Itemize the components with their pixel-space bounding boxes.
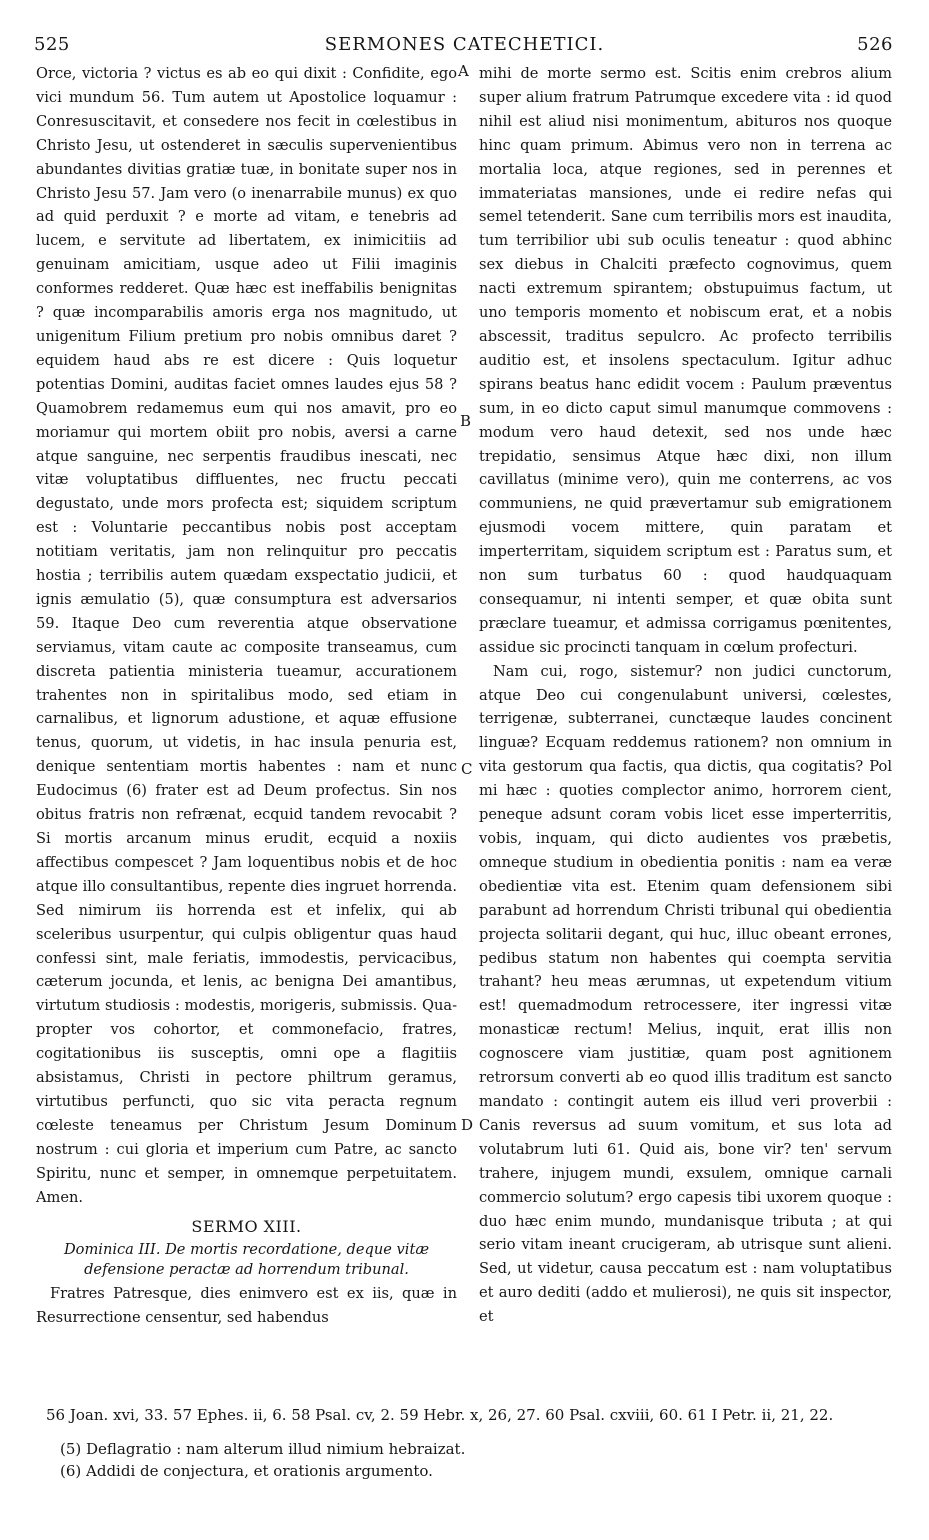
footnote-6: (6) Addidi de conjectura, et orationis argumento.	[60, 1462, 433, 1480]
footnote-5: (5) Deflagratio : nam alterum illud nimium hebraizat.	[60, 1440, 466, 1458]
right-paragraph-1: mihi de morte sermo est. Scitis enim crebros alium super alium fratrum Patrumque excedere vita : id quod nihil est aliud nisi monimentum, abituros nos quoque hinc quam primum. Abimus vero non in terrena ac mortalia loca, atque regiones, sed in perennes et immateriatas mansiones, unde ei redire nefas qui semel tetenderit. Sane cum terribilis mors est inaudita, tum terribilior ubi sub oculis teneatur : quod abhinc sex diebus in Chalciti præfecto cognovimus, quem nacti extremum spirantem; obstupuimus factum, ut uno temporis momento et nobiscum erat, et a nobis abscessit, traditus sepulcro. Ac profecto terribilis auditio est, et insolens spectaculum. Igitur adhuc spirans beatus hanc edidit vocem : Paulum præventus sum, in eo dicto caput simul manumque commovens : modum vero haud detexit, sed nos unde hæc trepidatio, sensimus Atque hæc dixi, non illum cavillatus (minime vero), quin me conterrens, ac vos communiens, ne quid prævertamur sub emigrationem ejusmodi vocem mittere, quin paratam et imperterritam, siquidem scriptum est : Paratus sum, et non sum turbatus 60 : quod haudquaquam consequamur, ni intenti semper, et quæ obita sunt præclare tueamur, et admissa corrigamus pœnitentes, assidue sic procincti tanquam in cœlum profecturi.	[479, 65, 892, 656]
running-title: SERMONES CATECHETICI.	[324, 34, 605, 55]
page-number-left: 525	[34, 34, 70, 55]
scripture-references: 56 Joan. xvi, 33. 57 Ephes. ii, 6. 58 Psal. cv, 2. 59 Hebr. x, 26, 27. 60 Psal. cxviii, 60. 61 I Petr. ii, 21, 22.	[46, 1406, 834, 1424]
margin-marker-d: D	[461, 1116, 474, 1134]
margin-marker-c: C	[461, 760, 473, 778]
sermon-heading: SERMO XIII.	[191, 1216, 302, 1236]
sermon-subtitle: Dominica III. De mortis recordatione, deque vitæ defensione peractæ ad horrendum tribunal.	[63, 1241, 430, 1279]
left-paragraph-1: Orce, victoria ? victus es ab eo qui dixit : Confidite, ego vici mundum 56. Tum autem ut Apostolice loquamur : Conresuscitavit, et consedere nos fecit in cœlestibus in Christo Jesu, ut ostenderet in sæculis supervenientibus abundantes divitias gratiæ tuæ, in bonitate super nos in Christo Jesu 57. Jam vero (o inenarrabile munus) ex quo ad quid perduxit ? e morte ad vitam, e tenebris ad lucem, e servitute ad libertatem, ex inimicitiis ad genuinam amicitiam, usque adeo ut Filii imaginis conformes redderet. Quæ hæc est ineffabilis benignitas ? quæ incomparabilis amoris erga nos magnitudo, ut unigenitum Filium pretium pro nobis omnibus daret ? equidem haud abs re est dicere : Quis loquetur potentias Domini, auditas faciet omnes laudes ejus 58 ? Quamobrem redamemus eum qui nos amavit, pro eo moriamur qui mortem obiit pro nobis, aversi a carne atque sanguine, nec serpentis fraudibus inescati, nec vitæ voluptatibus diffluentes, nec fructu peccati degustato, unde mors profecta est; siquidem scriptum est : Voluntarie peccantibus nobis post acceptam notitiam veritatis, jam non relinquitur pro peccatis hostia ; terribilis autem quædam exspectatio judicii, et ignis æmulatio (5), quæ consumptura est adversarios 59. Itaque Deo cum reverentia atque observatione serviamus, vitam caute ac composite transeamus, cum discreta patientia ministeria tueamur, accurationem trahentes non in spiritalibus modo, sed etiam in carnalibus, et lignorum adustione, et aquæ effusione tenus, quorum, ut videtis, in hac insula penuria est, denique sententiam mortis habentes : nam et nunc Eudocimus (6) frater est ad Deum profectus. Sin nos obitus fratris non refrænat, ecquid tandem revocabit ? Si mortis arcanum minus erudit, ecquid a noxiis affectibus compescet ? Jam loquentibus nobis et de hoc atque illo consultantibus, repente dies ingruet horrenda. Sed nimirum iis horrenda est et infelix, qui ab sceleribus usurpentur, qui culpis obligentur quas haud confessi sint, male feriatis, immodestis, pervicacibus, cæterum jocunda, et lenis, ac benigna Dei amantibus, virtutum studiosis : modestis, morigeris, submissis. Quapropter vos cohortor, et commonefacio, fratres, cogitationibus iis susceptis, omni ope a flagitiis absistamus, Christi in pectore philtrum geramus, virtutibus perfuncti, quo sic vita peracta regnum cœleste teneamus per Christum Jesum Dominum nostrum : cui gloria et imperium cum Patre, ac sancto Spiritu, nunc et semper, in omnemque perpetuitatem. Amen.	[36, 65, 457, 1206]
left-paragraph-2: Fratres Patresque, dies enimvero est ex iis, quæ in Resurrectione censentur, sed habendus	[36, 1285, 457, 1327]
left-column	[36, 62, 457, 1330]
margin-marker-b: B	[460, 412, 472, 430]
footnotes	[60, 1438, 465, 1482]
margin-marker-a: A	[458, 62, 469, 80]
right-paragraph-2: Nam cui, rogo, sistemur? non judici cunctorum, atque Deo cui congenulabunt universi, cœlestes, terrigenæ, subterranei, cunctæque laudes concinent linguæ? Ecquam reddemus rationem? non omnium in vita gestorum qua factis, qua dictis, qua cogitatis? Pol mi hæc : quoties complector animo, horrorem cient, peneque adsunt coram vobis licet esse imperterritis, vobis, inquam, qui dicto audientes vos præbetis, omneque studium in obedientia ponitis : nam ea veræ obedientiæ vita est. Etenim quam defensionem sibi parabunt ad horrendum Christi tribunal qui obedientia projecta solitarii degant, qui huc, illuc obeant errones, pedibus statum non habentes qui coempta servitia trahant? heu meas ærumnas, ut expetendum vitium est! quemadmodum retrocessere, iter ingressi vitæ monasticæ rectum! Melius, inquit, erat illis non cognoscere viam justitiæ, quam post agnitionem retrorsum converti ab eo quod illis traditum est sancto mandato : contingit autem eis illud veri proverbii : Canis reversus ad suum vomitum, et sus lota ad volutabrum luti 61. Quid ais, bone vir? ten' servum trahere, injugem mundi, exsulem, omnique carnali commercio solutum? ergo capesis tibi uxorem quoque : duo hæc enim mundo, mundanisque tributa ; at qui serio vitam ineant crucigeram, ab utrisque sunt alieni. Sed, ut videtur, causa peccatum est : nam voluptatibus et auro dediti (addo et mulierosi), ne quis sit inspector, et	[479, 662, 892, 1326]
right-column	[479, 62, 892, 1329]
page-number-right: 526	[857, 34, 893, 55]
